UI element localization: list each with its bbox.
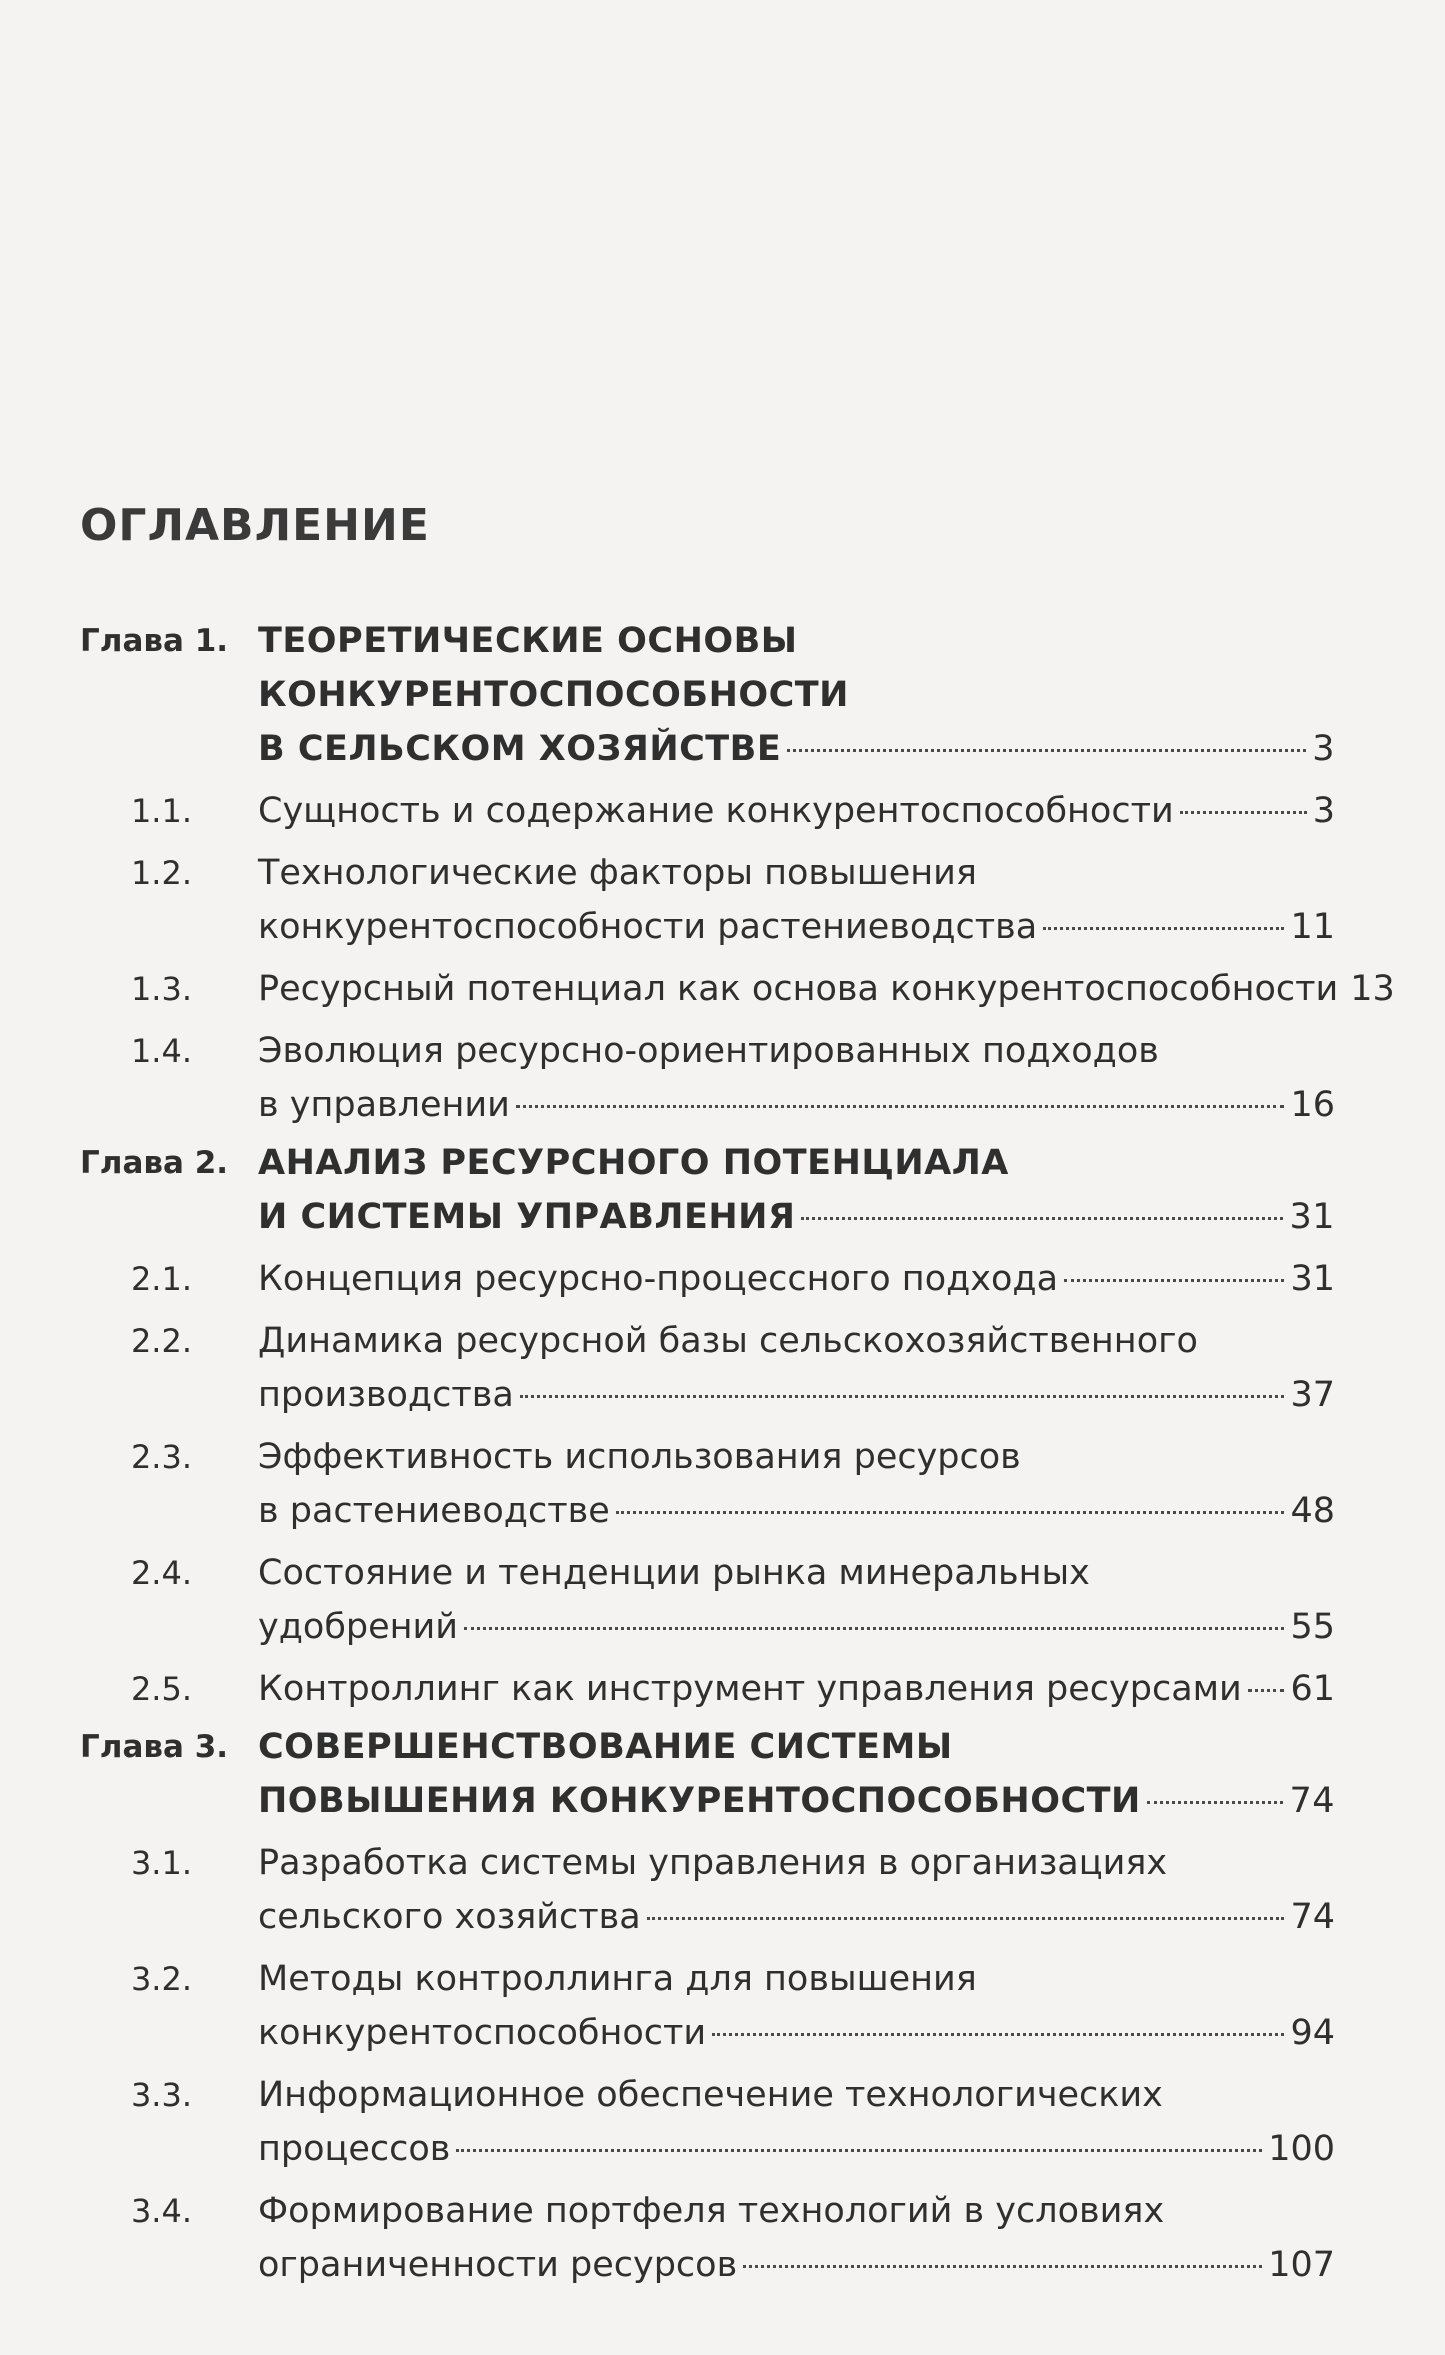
entry-title-line: Технологические факторы повышения: [258, 853, 977, 893]
dot-leader: [520, 1395, 1285, 1398]
entry-title-line: АНАЛИЗ РЕСУРСНОГО ПОТЕНЦИАЛА: [258, 1143, 1009, 1183]
page-number: 100: [1268, 2129, 1335, 2169]
page-number: 31: [1289, 1197, 1335, 1237]
toc-section-entry[interactable]: [80, 1252, 1335, 1306]
toc-section-entry[interactable]: [80, 784, 1335, 838]
toc-chapter-entry[interactable]: [80, 1136, 1335, 1244]
section-number: 1.3.: [130, 970, 192, 1008]
toc-section-entry[interactable]: [80, 1952, 1335, 2060]
section-number: 2.3.: [130, 1438, 192, 1476]
section-number: 1.1.: [130, 792, 192, 830]
toc-section-entry[interactable]: [80, 1024, 1335, 1132]
section-number: 2.4.: [130, 1554, 192, 1592]
page-number: 74: [1289, 1781, 1335, 1821]
section-number: 1.4.: [130, 1032, 192, 1070]
entry-title-line: Динамика ресурсной базы сельскохозяйственного: [258, 1321, 1198, 1361]
dot-leader: [743, 2265, 1262, 2268]
toc-section-entry[interactable]: [80, 1836, 1335, 1944]
entry-title-line: Сущность и содержание конкурентоспособности: [258, 791, 1174, 831]
entry-title-line: Информационное обеспечение технологических: [258, 2075, 1163, 2115]
section-number: 2.1.: [130, 1260, 192, 1298]
dot-leader: [647, 1917, 1285, 1920]
dot-leader: [1064, 1279, 1284, 1282]
dot-leader: [712, 2033, 1284, 2036]
dot-leader: [1043, 927, 1284, 930]
page-number: 61: [1290, 1669, 1335, 1709]
entry-title-line: Эволюция ресурсно-ориентированных подходов: [258, 1031, 1159, 1071]
dot-leader: [1180, 811, 1307, 814]
dot-leader: [456, 2149, 1262, 2152]
chapter-number: Глава 3.: [80, 1729, 229, 1765]
toc-section-entry[interactable]: [80, 1314, 1335, 1422]
toc-section-entry[interactable]: [80, 1430, 1335, 1538]
page-number: 74: [1290, 1897, 1335, 1937]
entry-title-line: СОВЕРШЕНСТВОВАНИЕ СИСТЕМЫ: [258, 1727, 953, 1767]
entry-title-line: ТЕОРЕТИЧЕСКИЕ ОСНОВЫ: [258, 621, 798, 661]
entry-title-line: КОНКУРЕНТОСПОСОБНОСТИ: [258, 675, 849, 715]
entry-title-line: производства: [258, 1375, 514, 1415]
toc-section-entry[interactable]: [80, 2184, 1335, 2292]
chapter-number: Глава 1.: [80, 623, 229, 659]
entry-title-line: удобрений: [258, 1607, 459, 1647]
section-number: 2.2.: [130, 1322, 192, 1360]
toc-section-entry[interactable]: [80, 1546, 1335, 1654]
entry-title-line: ограниченности ресурсов: [258, 2245, 738, 2285]
entry-title-line: Контроллинг как инструмент управления ресурсами: [258, 1669, 1242, 1709]
page-number: 13: [1350, 969, 1395, 1009]
toc-chapter-entry[interactable]: [80, 1720, 1335, 1828]
entry-title-line: процессов: [258, 2129, 451, 2169]
entry-title-line: Ресурсный потенциал как основа конкурентоспособности: [258, 969, 1339, 1009]
toc-section-entry[interactable]: [80, 846, 1335, 954]
page-number: 37: [1290, 1375, 1335, 1415]
entry-title-line: конкурентоспособности растениеводства: [258, 907, 1038, 947]
toc-section-entry[interactable]: [80, 1662, 1335, 1716]
toc-section-entry[interactable]: [80, 2068, 1335, 2176]
entry-title-line: В СЕЛЬСКОМ ХОЗЯЙСТВЕ: [258, 729, 782, 769]
section-number: 2.5.: [130, 1670, 192, 1708]
entry-title-line: Формирование портфеля технологий в условиях: [258, 2191, 1165, 2231]
entry-title-line: Методы контроллинга для повышения: [258, 1959, 977, 1999]
entry-title-line: в управлении: [258, 1085, 510, 1125]
page-number: 3: [1312, 729, 1335, 769]
page-number: 3: [1312, 791, 1335, 831]
section-number: 1.2.: [130, 854, 192, 892]
section-number: 3.3.: [130, 2076, 192, 2114]
page-number: 55: [1290, 1607, 1335, 1647]
page-number: 11: [1290, 907, 1335, 947]
section-number: 3.1.: [130, 1844, 192, 1882]
chapter-number: Глава 2.: [80, 1145, 229, 1181]
entry-title-line: Состояние и тенденции рынка минеральных: [258, 1553, 1090, 1593]
page-number: 31: [1290, 1259, 1335, 1299]
entry-title-line: конкурентоспособности: [258, 2013, 707, 2053]
entry-title-line: в растениеводстве: [258, 1491, 610, 1531]
section-number: 3.4.: [130, 2192, 192, 2230]
page-title: ОГЛАВЛЕНИЕ: [80, 500, 430, 551]
dot-leader: [1248, 1689, 1285, 1692]
page-number: 16: [1290, 1085, 1335, 1125]
dot-leader: [801, 1217, 1283, 1220]
dot-leader: [464, 1627, 1284, 1630]
entry-title-line: Разработка системы управления в организациях: [258, 1843, 1168, 1883]
section-number: 3.2.: [130, 1960, 192, 1998]
dot-leader: [787, 749, 1306, 752]
dot-leader: [516, 1105, 1285, 1108]
entry-title-line: Эффективность использования ресурсов: [258, 1437, 1021, 1477]
entry-title-line: Концепция ресурсно-процессного подхода: [258, 1259, 1059, 1299]
entry-title-line: сельского хозяйства: [258, 1897, 641, 1937]
page-number: 48: [1290, 1491, 1335, 1531]
table-of-contents: [80, 610, 1395, 2292]
toc-section-entry[interactable]: [80, 962, 1395, 1016]
toc-chapter-entry[interactable]: [80, 614, 1335, 776]
page-number: 107: [1268, 2245, 1335, 2285]
page-number: 94: [1290, 2013, 1335, 2053]
dot-leader: [1147, 1801, 1284, 1804]
entry-title-line: ПОВЫШЕНИЯ КОНКУРЕНТОСПОСОБНОСТИ: [258, 1781, 1141, 1821]
dot-leader: [616, 1511, 1285, 1514]
entry-title-line: И СИСТЕМЫ УПРАВЛЕНИЯ: [258, 1197, 796, 1237]
